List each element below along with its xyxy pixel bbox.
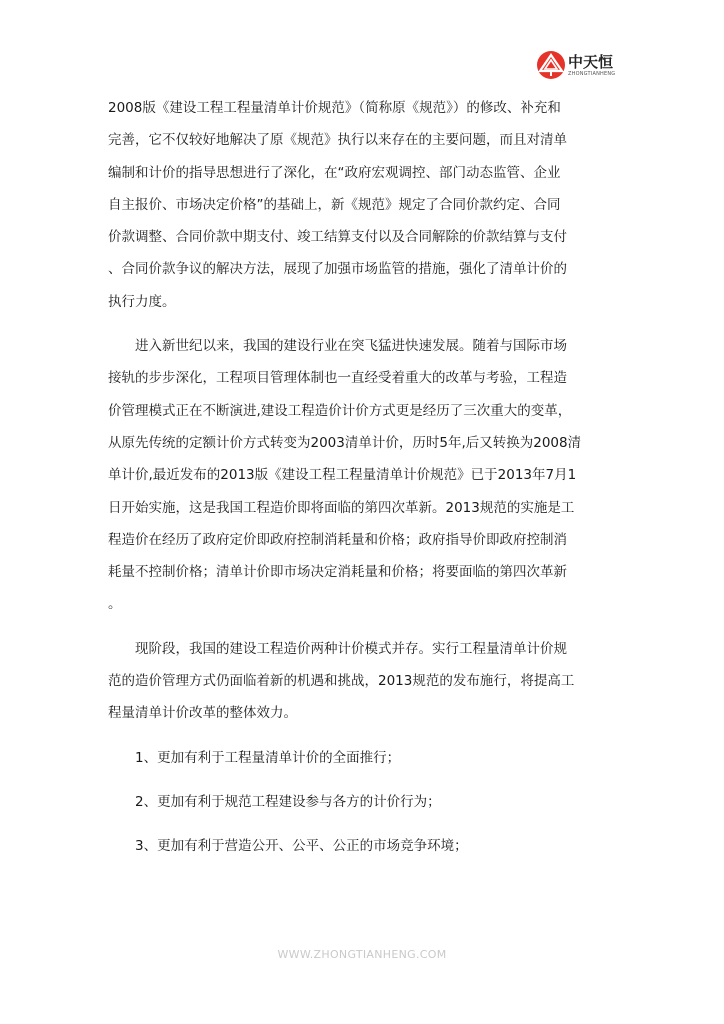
list-item-1	[108, 742, 618, 774]
text-line: 编制和计价的指导思想进行了深化，在“政府宏观调控、部门动态监管、企业	[108, 164, 561, 181]
text-line: 程造价在经历了政府定价即政府控制消耗量和价格；政府指导价即政府控制消	[108, 531, 567, 548]
footer-url: WWW.ZHONGTIANHENG.COM	[277, 948, 447, 961]
text-line: 3、更加有利于营造公开、公平、公正的市场竞争环境；	[108, 838, 468, 855]
text-line: 2、更加有利于规范工程建设参与各方的计价行为；	[108, 793, 441, 810]
paragraph-2	[108, 330, 618, 621]
document-body	[108, 92, 618, 863]
text-line: 从原先传统的定额计价方式转变为2003清单计价，历时5年,后又转换为2008清	[108, 434, 582, 451]
paragraph-1	[108, 92, 618, 318]
text-line: 执行力度。	[108, 293, 176, 310]
text-line: 自主报价、市场决定价格”的基础上，新《规范》规定了合同价款约定、合同	[108, 196, 561, 213]
text-line: 1、更加有利于工程量清单计价的全面推行；	[108, 749, 401, 766]
text-line: 价款调整、合同价款中期支付、竣工结算支付以及合同解除的价款结算与支付	[108, 229, 567, 246]
logo-english-name: ZHONGTIANHENG	[568, 71, 616, 77]
text-line: 、合同价款争议的解决方法，展现了加强市场监管的措施，强化了清单计价的	[108, 261, 567, 278]
list-item-2	[108, 786, 618, 818]
text-line: 完善，它不仅较好地解决了原《规范》执行以来存在的主要问题，而且对清单	[108, 132, 567, 149]
text-line: 范的造价管理方式仍面临着新的机遇和挑战，2013规范的发布施行，将提高工	[108, 673, 575, 690]
text-line: 单计价,最近发布的2013版《建设工程工程量清单计价规范》已于2013年7月1	[108, 467, 577, 484]
text-line: 日开始实施，这是我国工程造价即将面临的第四次革新。2013规范的实施是工	[108, 499, 575, 516]
text-line: 2008版《建设工程工程量清单计价规范》（简称原《规范》）的修改、补充和	[108, 100, 561, 116]
text-line: 价管理模式正在不断演进,建设工程造价计价方式更是经历了三次重大的变革，	[108, 402, 572, 419]
text-line: 接轨的步步深化，工程项目管理体制也一直经受着重大的改革与考验，工程造	[108, 370, 567, 387]
company-logo	[536, 50, 626, 82]
text-line: 。	[108, 596, 122, 613]
list-item-3	[108, 830, 618, 862]
paragraph-3	[108, 633, 618, 730]
zhongtianheng-logo-icon	[536, 50, 566, 80]
text-line: 耗量不控制价格；清单计价即市场决定消耗量和价格；将要面临的第四次革新	[108, 564, 567, 581]
logo-chinese-name: 中天恒	[568, 53, 614, 71]
text-line: 进入新世纪以来，我国的建设行业在突飞猛进快速发展。随着与国际市场	[108, 338, 567, 355]
text-line: 程量清单计价改革的整体效力。	[108, 705, 297, 722]
text-line: 现阶段，我国的建设工程造价两种计价模式并存。实行工程量清单计价规	[108, 640, 567, 657]
